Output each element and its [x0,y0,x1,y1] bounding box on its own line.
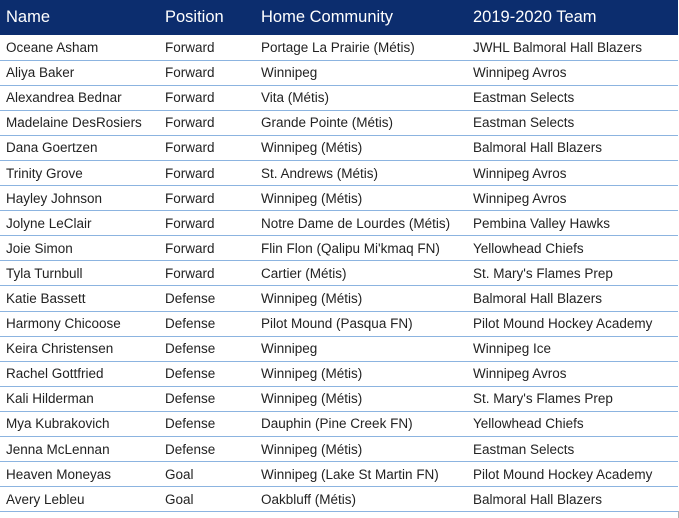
table-row [0,211,678,236]
table-row [0,35,678,60]
cell-position: Defense [165,441,216,457]
cell-team: Winnipeg Avros [473,366,567,382]
cell-team: Pilot Mound Hockey Academy [473,466,653,482]
cell-position: Forward [165,165,215,181]
cell-name: Alexandrea Bednar [6,90,122,106]
cell-position: Defense [165,316,216,332]
cell-home-community: Pilot Mound (Pasqua FN) [261,316,413,332]
cell-name: Tyla Turnbull [6,265,83,281]
cell-name: Dana Goertzen [6,140,98,156]
cell-team: Eastman Selects [473,115,575,131]
cell-position: Goal [165,491,194,507]
cell-name: Avery Lebleu [6,491,85,507]
table-row [0,311,678,336]
table-row [0,186,678,211]
cell-name: Kali Hilderman [6,391,94,407]
cell-position: Forward [165,215,215,231]
cell-home-community: Winnipeg (Métis) [261,391,363,407]
cell-home-community: Notre Dame de Lourdes (Métis) [261,215,451,231]
header-team: 2019-2020 Team [473,8,597,26]
cell-position: Defense [165,366,216,382]
cell-team: Yellowhead Chiefs [473,416,584,432]
cell-name: Madelaine DesRosiers [6,115,142,131]
cell-position: Goal [165,466,194,482]
cell-position: Defense [165,416,216,432]
cell-position: Forward [165,240,215,256]
cell-home-community: Winnipeg (Métis) [261,441,363,457]
cell-name: Keira Christensen [6,341,114,357]
table-row [0,437,678,462]
table-row [0,85,678,110]
cell-name: Katie Bassett [6,290,86,306]
cell-position: Defense [165,290,216,306]
table-row [0,110,678,135]
cell-position: Forward [165,115,215,131]
cell-team: Yellowhead Chiefs [473,240,584,256]
cell-home-community: Oakbluff (Métis) [261,491,357,507]
cell-home-community: Winnipeg [261,65,318,81]
table-header [0,0,678,35]
cell-position: Forward [165,65,215,81]
table-row [0,60,678,85]
table-row [0,386,678,411]
cell-name: Hayley Johnson [6,190,103,206]
cell-home-community: Flin Flon (Qalipu Mi'kmaq FN) [261,240,440,256]
cell-home-community: Vita (Métis) [261,90,330,106]
cell-team: Eastman Selects [473,90,575,106]
cell-position: Defense [165,391,216,407]
cell-position: Forward [165,140,215,156]
cell-name: Aliya Baker [6,65,75,81]
header-position: Position [165,8,224,26]
cell-team: Pembina Valley Hawks [473,215,611,231]
cell-name: Oceane Asham [6,39,99,55]
cell-home-community: Portage La Prairie (Métis) [261,39,415,55]
table-row [0,236,678,261]
cell-home-community: Cartier (Métis) [261,265,347,281]
cell-team: Balmoral Hall Blazers [473,491,603,507]
cell-name: Heaven Moneyas [6,466,112,482]
cell-home-community: Winnipeg (Métis) [261,190,363,206]
table-row [0,462,678,487]
cell-team: JWHL Balmoral Hall Blazers [473,39,643,55]
cell-team: Balmoral Hall Blazers [473,140,603,156]
table-row [0,135,678,160]
cell-name: Rachel Gottfried [6,366,104,382]
cell-home-community: Winnipeg (Métis) [261,140,363,156]
cell-team: Winnipeg Avros [473,165,567,181]
cell-team: Winnipeg Avros [473,190,567,206]
cell-name: Jenna McLennan [6,441,110,457]
cell-position: Forward [165,265,215,281]
cell-name: Joie Simon [6,240,73,256]
cell-name: Harmony Chicoose [6,316,121,332]
cell-home-community: Dauphin (Pine Creek FN) [261,416,413,432]
table-row [0,411,678,436]
cell-home-community: Winnipeg (Métis) [261,366,363,382]
table-row [0,336,678,361]
cell-position: Forward [165,190,215,206]
cell-team: St. Mary's Flames Prep [473,265,613,281]
cell-position: Forward [165,90,215,106]
cell-home-community: Winnipeg (Métis) [261,290,363,306]
table-body [0,35,678,512]
header-row [0,0,678,35]
cell-home-community: Winnipeg (Lake St Martin FN) [261,466,439,482]
cell-team: St. Mary's Flames Prep [473,391,613,407]
cell-team: Eastman Selects [473,441,575,457]
cell-team: Winnipeg Avros [473,65,567,81]
cell-name: Mya Kubrakovich [6,416,110,432]
header-home-community: Home Community [261,8,394,26]
table-row [0,286,678,311]
table-row [0,487,678,512]
cell-team: Pilot Mound Hockey Academy [473,316,653,332]
cell-position: Defense [165,341,216,357]
cell-home-community: St. Andrews (Métis) [261,165,379,181]
cell-position: Forward [165,39,215,55]
cell-home-community: Winnipeg [261,341,318,357]
table-row [0,261,678,286]
table-row [0,361,678,386]
header-name: Name [6,8,51,26]
cell-home-community: Grande Pointe (Métis) [261,115,394,131]
cell-team: Winnipeg Ice [473,341,552,357]
cell-name: Jolyne LeClair [6,215,92,231]
cell-name: Trinity Grove [6,165,83,181]
cell-team: Balmoral Hall Blazers [473,290,603,306]
table-row [0,160,678,185]
